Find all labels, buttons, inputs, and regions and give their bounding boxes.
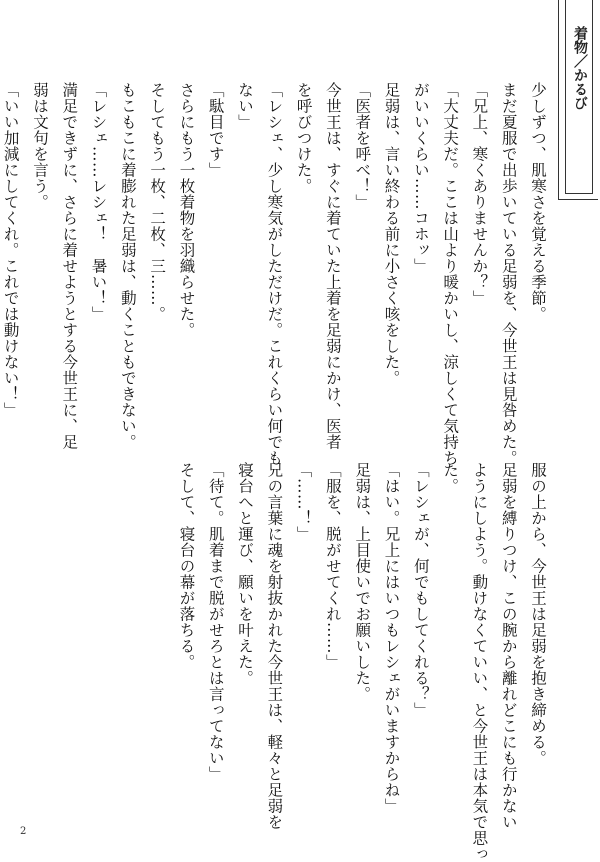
text-line: まだ夏服で出歩いている足弱を、今世王は見咎めた。 — [499, 82, 518, 466]
text-line: さらにもう一枚着物を羽織らせた。 — [177, 82, 196, 338]
text-line: 足弱は、言い終わる前に小さく咳をした。 — [382, 82, 401, 386]
text-line: 「兄上、寒くありませんか？」 — [470, 82, 489, 306]
text-line: 「レシェ……レシェ！ 暑い！」 — [89, 82, 108, 322]
text-line: 「駄目です」 — [206, 82, 225, 178]
text-line: 「いい加減にしてくれ。これでは動けない！」 — [1, 82, 20, 418]
text-line: 足弱は、上目使いでお願いした。 — [353, 462, 372, 702]
text-line: 「レシェが、何でもしてくれる？」 — [411, 462, 430, 718]
text-line: 「医者を呼べ！」 — [353, 82, 372, 210]
text-line: 「待て。肌着まで脱がせろとは言ってない」 — [206, 462, 225, 782]
text-line: 「大丈夫だ。ここは山より暖かいし、涼しくて気持ち — [441, 82, 460, 466]
text-line: 「……！」 — [294, 462, 313, 542]
text-line: ようにしよう。動けなくていい、と今世王は本気で思っ — [470, 462, 489, 862]
top-text-block — [0, 82, 552, 466]
header-tab-frame — [565, 0, 593, 194]
text-line: もこもこに着膨れた足弱は、動くこともできない。 — [118, 82, 137, 450]
page-number: 2 — [20, 826, 27, 837]
text-line: 「服を、脱がせてくれ……」 — [323, 462, 342, 670]
header-title: 着物／かるび — [572, 26, 588, 110]
text-line: 兄の言葉に魂を射抜かれた今世王は、軽々と足弱を — [265, 462, 284, 830]
text-line: そして、寝台の幕が落ちる。 — [177, 462, 196, 670]
header-tab — [558, 0, 598, 200]
text-line: ない」 — [236, 82, 255, 130]
text-line: 今世王は、すぐに着ていた上着を足弱にかけ、医者 — [323, 82, 342, 450]
text-line: そしてもう一枚、二枚、三……。 — [148, 82, 167, 322]
text-line: がいいくらい……コホッ」 — [411, 82, 430, 274]
text-line: 少しずつ、肌寒さを覚える季節。 — [529, 82, 547, 322]
bottom-text-block — [171, 462, 552, 862]
text-line: 寝台へと運び、願いを叶えた。 — [236, 462, 255, 686]
text-line: 服の上から、今世王は足弱を抱き締める。 — [529, 462, 547, 766]
text-line: を呼びつけた。 — [294, 82, 313, 194]
text-line: 「はい。兄上にはいつもレシェがいますからね」 — [382, 462, 401, 814]
text-line: 満足できずに、さらに着せようとする今世王に、足 — [60, 82, 79, 450]
text-line: 「レシェ、少し寒気がしただけだ。これくらい何でも — [265, 82, 284, 466]
text-line: 弱は文句を言う。 — [30, 82, 49, 210]
text-line: た。 — [441, 462, 460, 494]
text-line: 足弱を縛りつけ、この腕から離れどこにも行かない — [499, 462, 518, 830]
